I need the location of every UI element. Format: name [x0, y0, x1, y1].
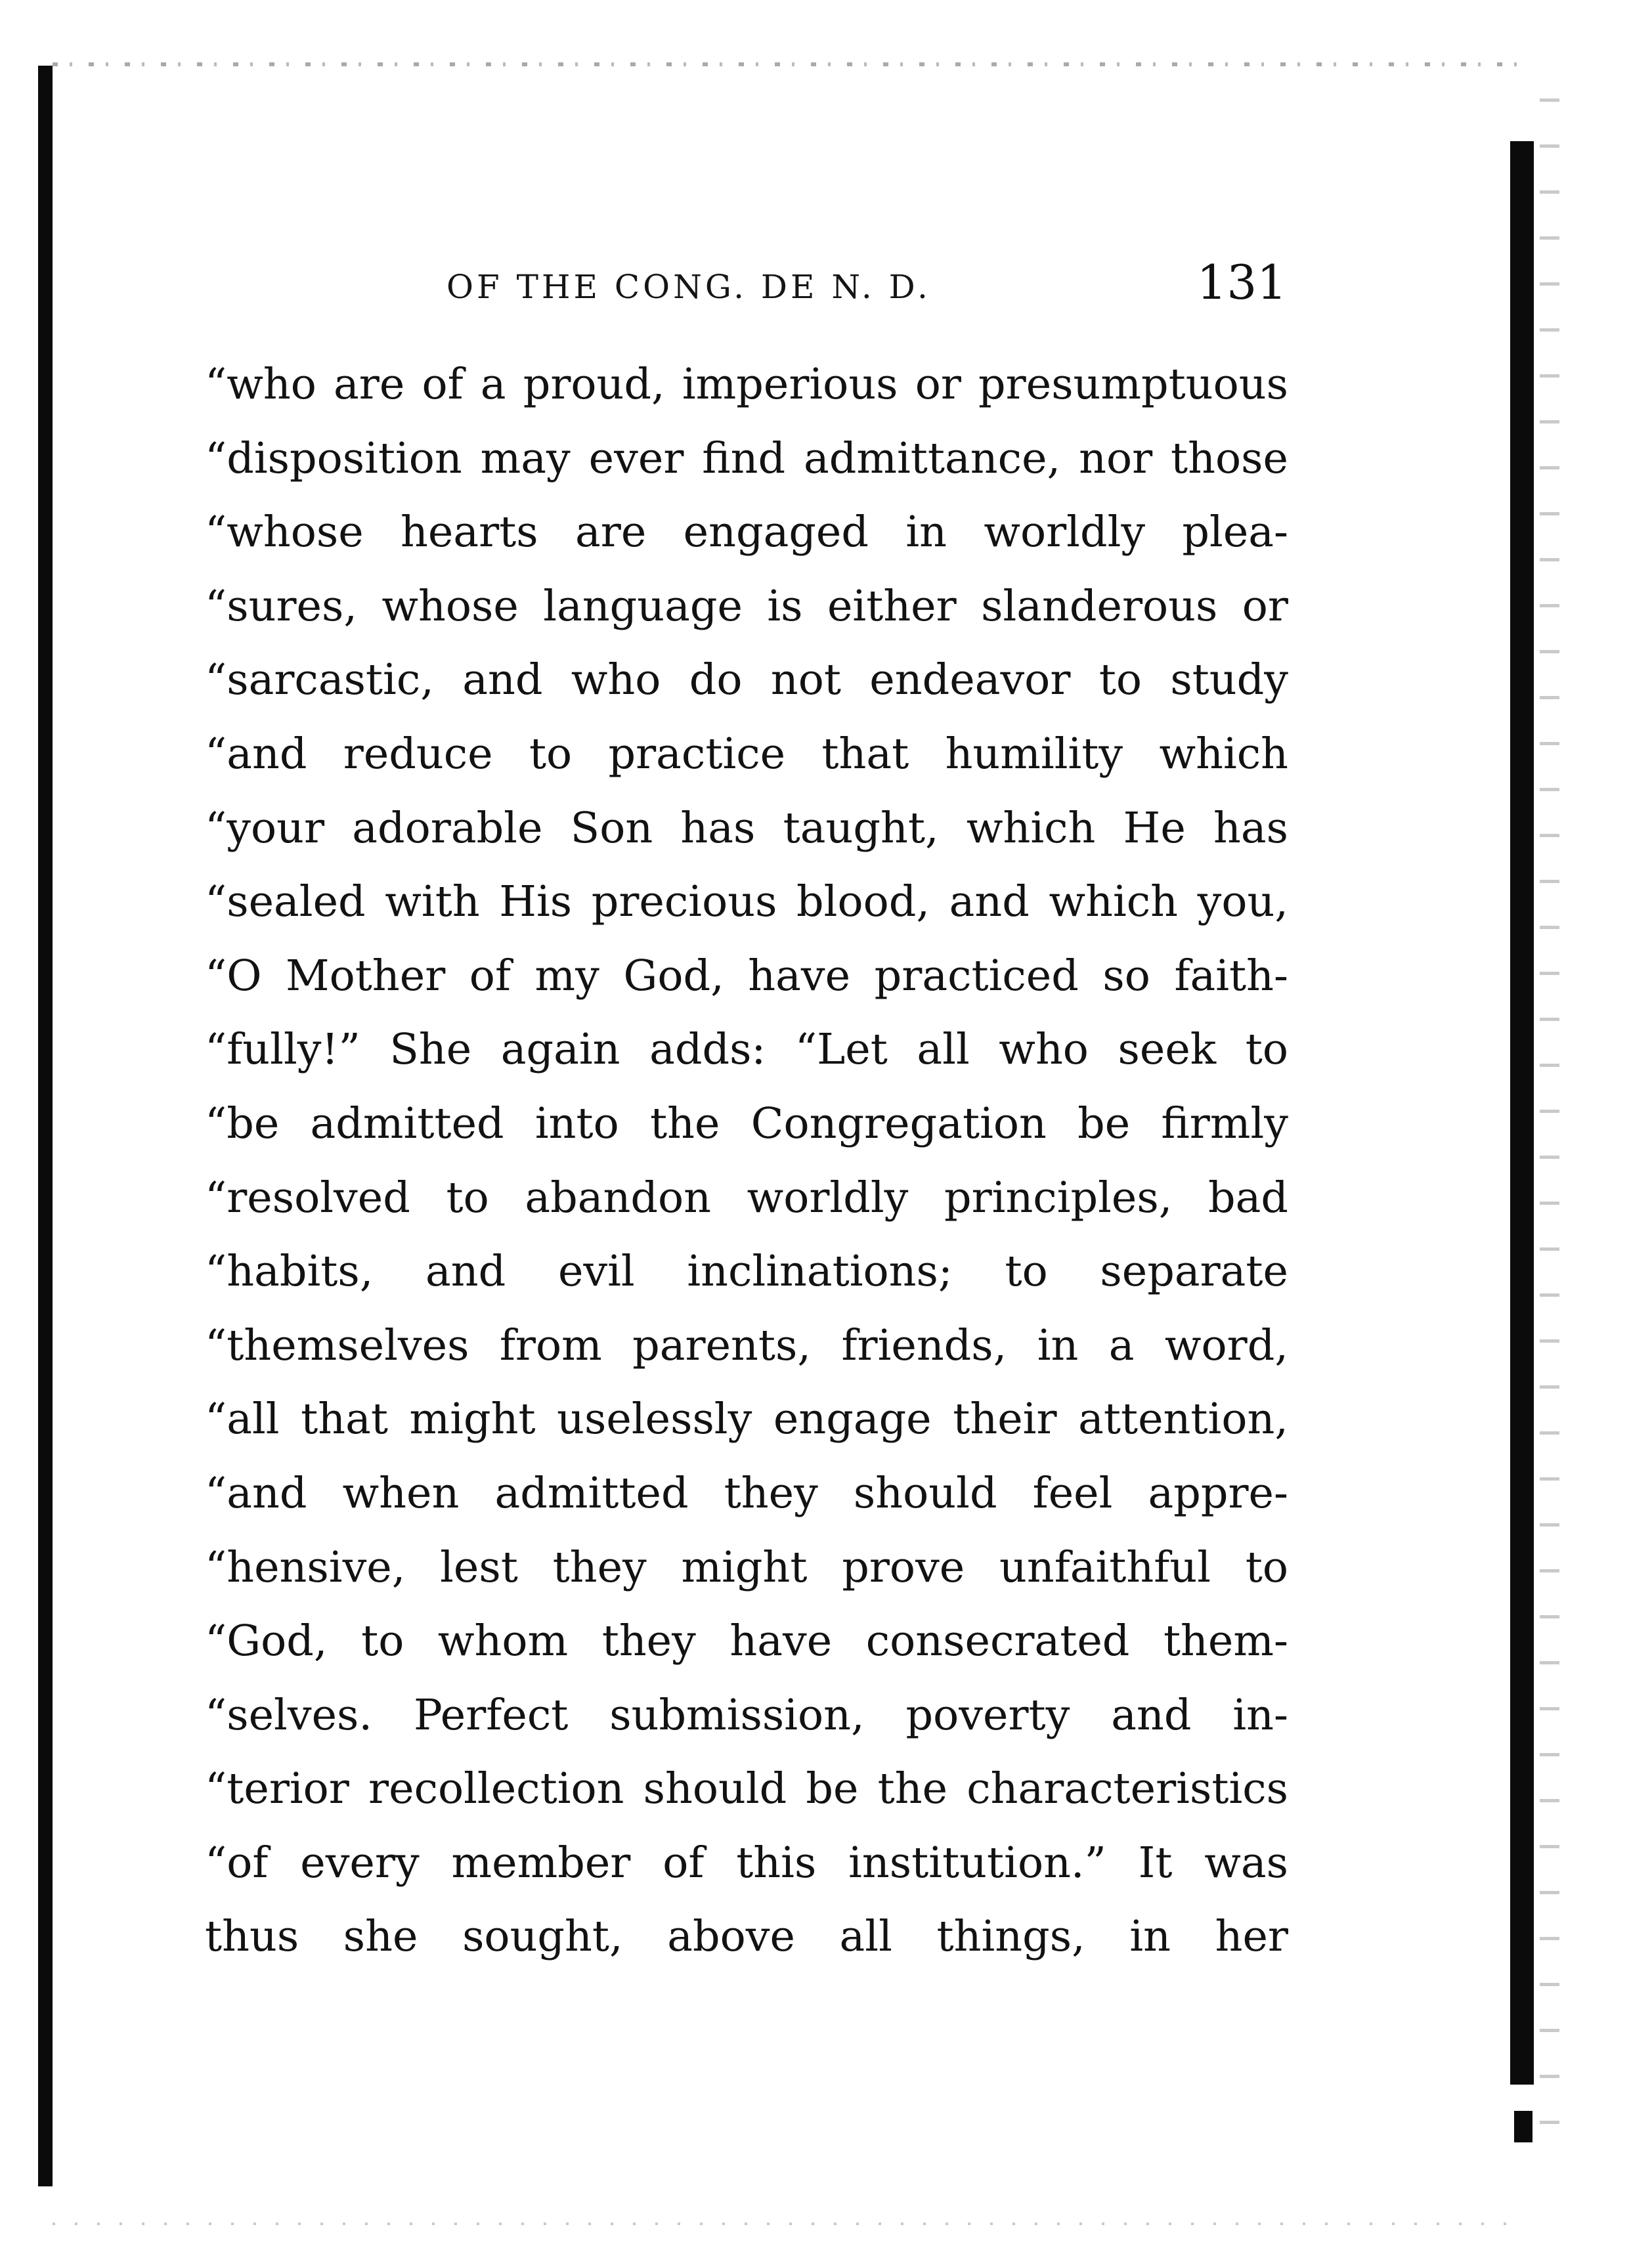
text-line: “selves. Perfect submission, poverty and in- [205, 1690, 1288, 1740]
text-line: “who are of a proud, imperious or presumptuous [205, 360, 1288, 409]
text-line: “disposition may ever find admittance, nor those [205, 433, 1288, 483]
text-line: “God, to whom they have consecrated them- [205, 1616, 1288, 1666]
text-line: “your adorable Son has taught, which He has [205, 803, 1288, 853]
text-line: “habits, and evil inclinations; to separate [205, 1247, 1288, 1297]
scan-noise-right [1540, 98, 1559, 2154]
text-line: “terior recollection should be the characteristics [205, 1764, 1288, 1814]
page-number: 131 [1196, 255, 1287, 310]
running-head: OF THE CONG. DE N. D. [446, 268, 931, 306]
text-line: “sarcastic, and who do not endeavor to study [205, 655, 1288, 705]
text-line: thus she sought, above all things, in her [205, 1912, 1288, 1962]
scan-noise-bottom [53, 2222, 1517, 2225]
text-line: “and when admitted they should feel appre- [205, 1468, 1288, 1518]
page-header [204, 249, 1287, 322]
text-line: “of every member of this institution.” It was [205, 1838, 1288, 1888]
text-line: “sealed with His precious blood, and which you, [205, 877, 1288, 927]
scan-edge-right-fragment [1514, 2111, 1532, 2142]
text-line: “be admitted into the Congregation be firmly [205, 1098, 1288, 1148]
text-line: “sures, whose language is either slanderous or [205, 581, 1288, 631]
text-line: “O Mother of my God, have practiced so faith- [205, 951, 1288, 1001]
scan-edge-right [1510, 141, 1534, 2085]
text-line: “all that might uselessly engage their attention, [205, 1395, 1288, 1444]
text-line: “hensive, lest they might prove unfaithful to [205, 1542, 1288, 1592]
text-line: “themselves from parents, friends, in a word, [205, 1320, 1288, 1370]
text-line: “and reduce to practice that humility which [205, 729, 1288, 779]
text-line: “whose hearts are engaged in worldly plea- [205, 508, 1288, 557]
scan-edge-left [38, 66, 53, 2186]
text-line: “fully!” She again adds: “Let all who seek to [205, 1025, 1288, 1075]
body-text [205, 348, 1288, 1974]
text-line: “resolved to abandon worldly principles, bad [205, 1173, 1288, 1223]
scan-noise-top [53, 62, 1517, 66]
